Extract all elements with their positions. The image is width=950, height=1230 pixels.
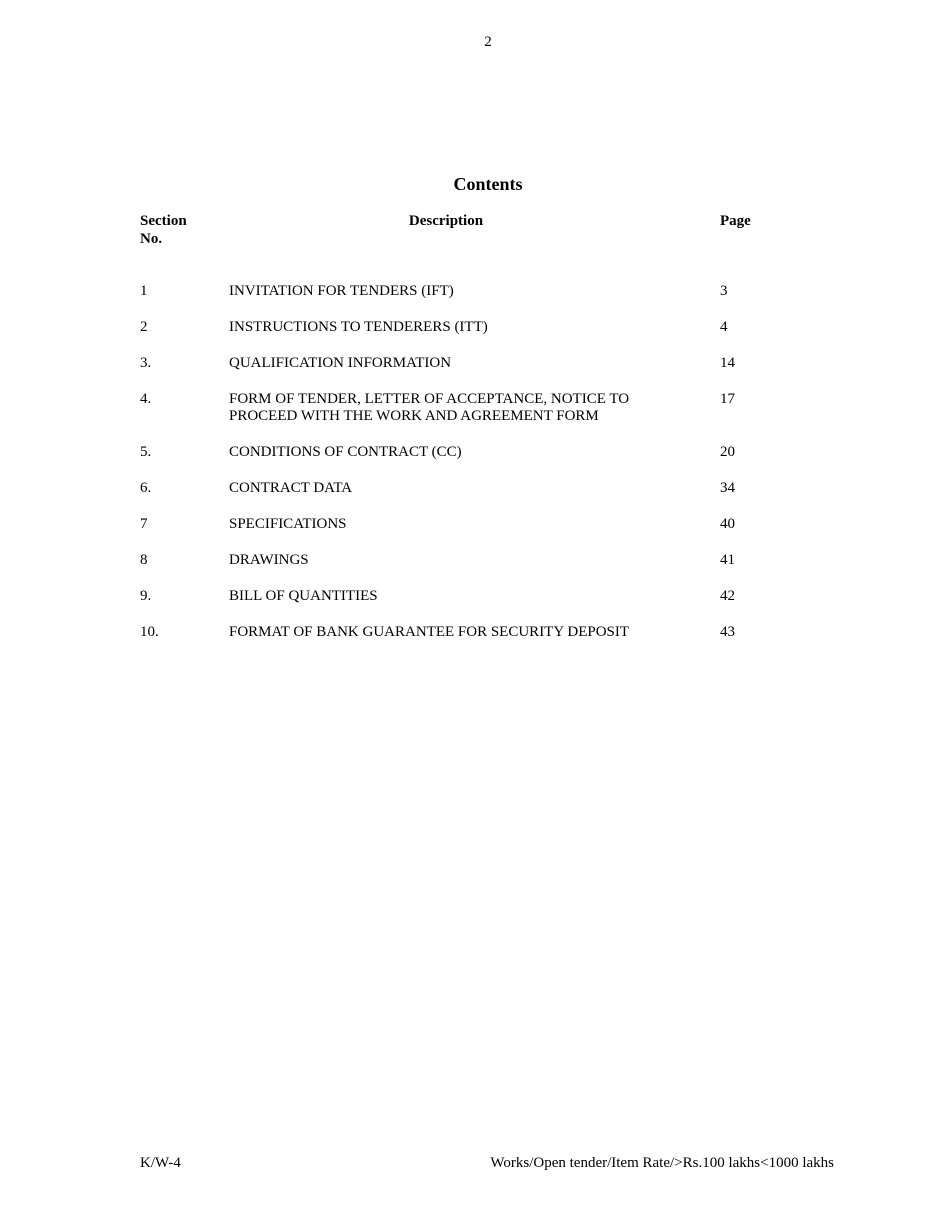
page-number: 2 — [484, 34, 492, 50]
row-page-number: 42 — [720, 588, 735, 604]
contents-row — [0, 588, 950, 605]
row-description: FORM OF TENDER, LETTER OF ACCEPTANCE, NOTICE TO PROCEED WITH THE WORK AND AGREEMENT FORM — [229, 391, 630, 424]
row-description: CONTRACT DATA — [229, 480, 353, 496]
contents-title: Contents — [453, 174, 523, 194]
row-section-number: 8 — [140, 552, 148, 568]
row-page-number: 14 — [720, 355, 735, 371]
header-description: Description — [408, 213, 484, 229]
row-section-number: 6. — [140, 480, 152, 496]
contents-row — [0, 516, 950, 533]
row-section-number: 1 — [140, 283, 148, 299]
footer-document-category: Works/Open tender/Item Rate/>Rs.100 lakhs<1000 lakhs — [490, 1155, 834, 1171]
row-page-number: 34 — [720, 480, 735, 496]
row-description: INVITATION FOR TENDERS (IFT) — [229, 283, 454, 299]
row-section-number: 10. — [140, 624, 159, 640]
footer-document-code: K/W-4 — [140, 1155, 181, 1171]
row-page-number: 3 — [720, 283, 728, 299]
row-page-number: 4 — [720, 319, 728, 335]
header-section-no: Section No. — [140, 213, 187, 247]
row-page-number: 43 — [720, 624, 735, 640]
contents-row — [0, 444, 950, 461]
row-page-number: 41 — [720, 552, 735, 568]
row-page-number: 40 — [720, 516, 735, 532]
row-section-number: 4. — [140, 391, 152, 407]
contents-row — [0, 480, 950, 497]
row-description: BILL OF QUANTITIES — [229, 588, 378, 604]
header-page: Page — [720, 213, 751, 229]
row-description: CONDITIONS OF CONTRACT (CC) — [229, 444, 462, 460]
contents-row — [0, 552, 950, 569]
contents-row — [0, 624, 950, 641]
row-page-number: 20 — [720, 444, 735, 460]
row-description: DRAWINGS — [229, 552, 309, 568]
contents-row — [0, 355, 950, 372]
row-section-number: 2 — [140, 319, 148, 335]
row-section-number: 7 — [140, 516, 148, 532]
row-section-number: 3. — [140, 355, 152, 371]
contents-row — [0, 283, 950, 300]
row-section-number: 9. — [140, 588, 152, 604]
row-description: FORMAT OF BANK GUARANTEE FOR SECURITY DEPOSIT — [229, 624, 630, 640]
contents-row — [0, 391, 950, 425]
row-page-number: 17 — [720, 391, 735, 407]
contents-table — [0, 283, 950, 660]
row-description: QUALIFICATION INFORMATION — [229, 355, 452, 371]
row-description: SPECIFICATIONS — [229, 516, 347, 532]
contents-row — [0, 319, 950, 336]
row-description: INSTRUCTIONS TO TENDERERS (ITT) — [229, 319, 488, 335]
row-section-number: 5. — [140, 444, 152, 460]
